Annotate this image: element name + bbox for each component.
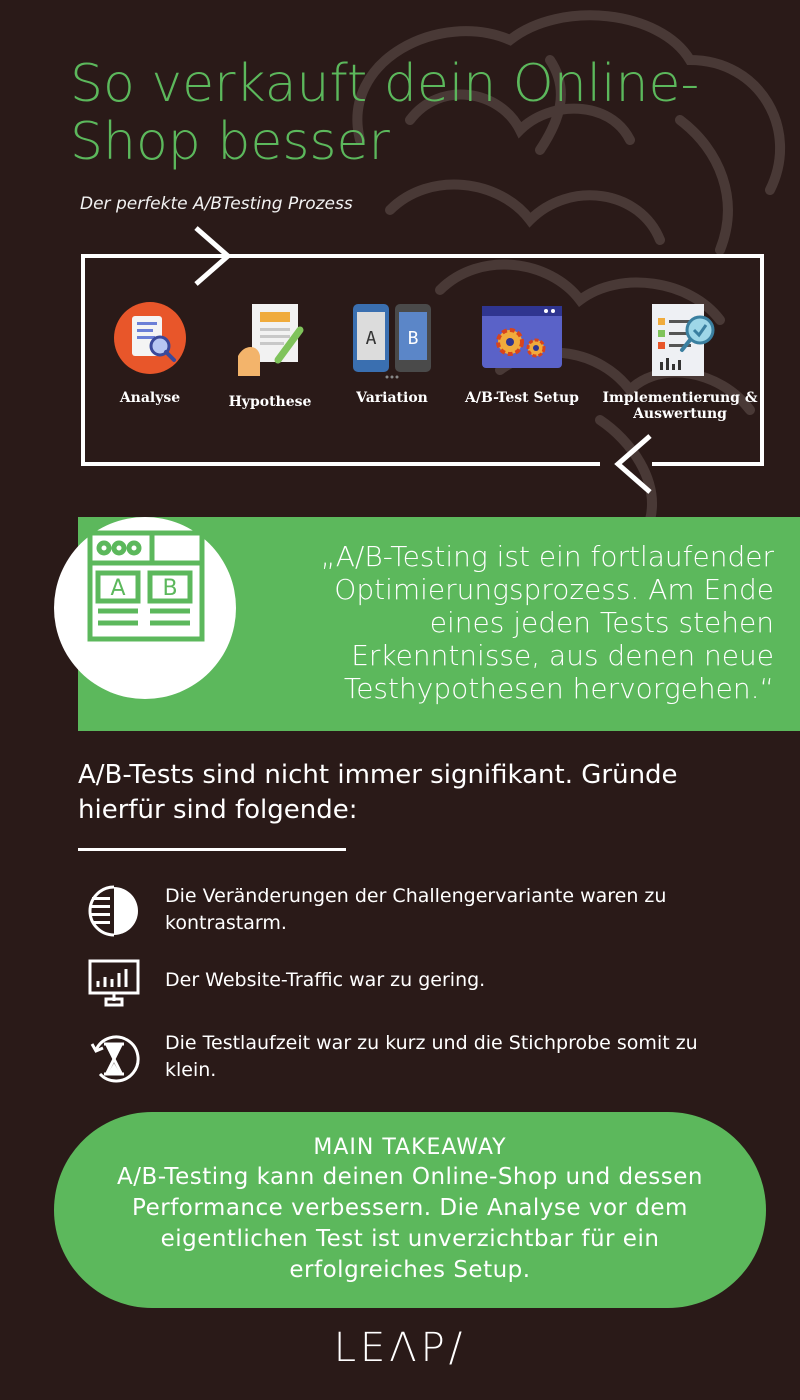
step-label-ab-test-setup: A/B-Test Setup xyxy=(465,390,579,406)
report-checklist-icon xyxy=(638,300,722,380)
step-implementierung xyxy=(595,300,765,422)
reason-text-traffic: Der Website-Traffic war zu gering. xyxy=(165,969,486,991)
main-takeaway-box xyxy=(54,1112,766,1308)
svg-text:B: B xyxy=(407,328,419,349)
reason-item-contrast xyxy=(86,883,726,943)
step-label-hypothese: Hypothese xyxy=(228,394,312,410)
step-analyse xyxy=(80,300,220,406)
step-label-analyse: Analyse xyxy=(119,390,181,406)
step-hypothese xyxy=(200,300,340,410)
svg-text:A: A xyxy=(365,328,377,349)
ab-phones-icon xyxy=(347,300,437,380)
step-label-variation: Variation xyxy=(356,390,428,406)
svg-text:A: A xyxy=(110,576,126,601)
divider xyxy=(78,848,346,851)
quote-text: „A/B-Testing ist ein fortlaufender Optimierungsprozess. Am Ende eines jeden Tests stehen Erkenntnisse, aus denen neue Testhypothesen hervorgehen.“ xyxy=(320,540,774,705)
reason-item-duration xyxy=(86,1030,726,1090)
leap-logo: LEΛP/ xyxy=(333,1325,467,1371)
arrow-left-icon xyxy=(618,436,650,492)
hypothesis-document-icon xyxy=(230,300,310,380)
quote-icon-circle xyxy=(54,517,236,699)
contrast-icon xyxy=(86,883,142,939)
reasons-heading: A/B-Tests sind nicht immer signifikant. Gründe hierfür sind folgende: xyxy=(78,760,678,825)
step-variation xyxy=(322,300,462,406)
analysis-magnifier-icon xyxy=(112,300,188,376)
step-ab-test-setup xyxy=(452,300,592,406)
page-title: So verkauft dein Online-Shop besser xyxy=(70,54,700,172)
takeaway-body: A/B-Testing kann deinen Online-Shop und dessen Performance verbessern. Die Analyse vor dem eigentlichen Test ist unverzichtbar für ein erfolgreiches Setup. xyxy=(116,1164,703,1283)
ab-layout-icon xyxy=(86,529,206,643)
process-subtitle: Der perfekte A/BTesting Prozess xyxy=(80,194,353,214)
svg-text:B: B xyxy=(162,576,178,601)
step-label-implementierung: Implementierung & Auswertung xyxy=(602,390,758,422)
hourglass-icon xyxy=(86,1030,142,1086)
reason-text-duration: Die Testlaufzeit war zu kurz und die Stichprobe somit zu klein. xyxy=(165,1032,698,1081)
reason-text-contrast: Die Veränderungen der Challengervariante waren zu kontrastarm. xyxy=(165,885,667,934)
process-cycle xyxy=(0,220,800,500)
takeaway-title: MAIN TAKEAWAY xyxy=(313,1135,507,1160)
gear-screen-icon xyxy=(480,300,564,372)
reason-item-traffic xyxy=(86,955,726,1015)
traffic-chart-icon xyxy=(86,955,142,1011)
